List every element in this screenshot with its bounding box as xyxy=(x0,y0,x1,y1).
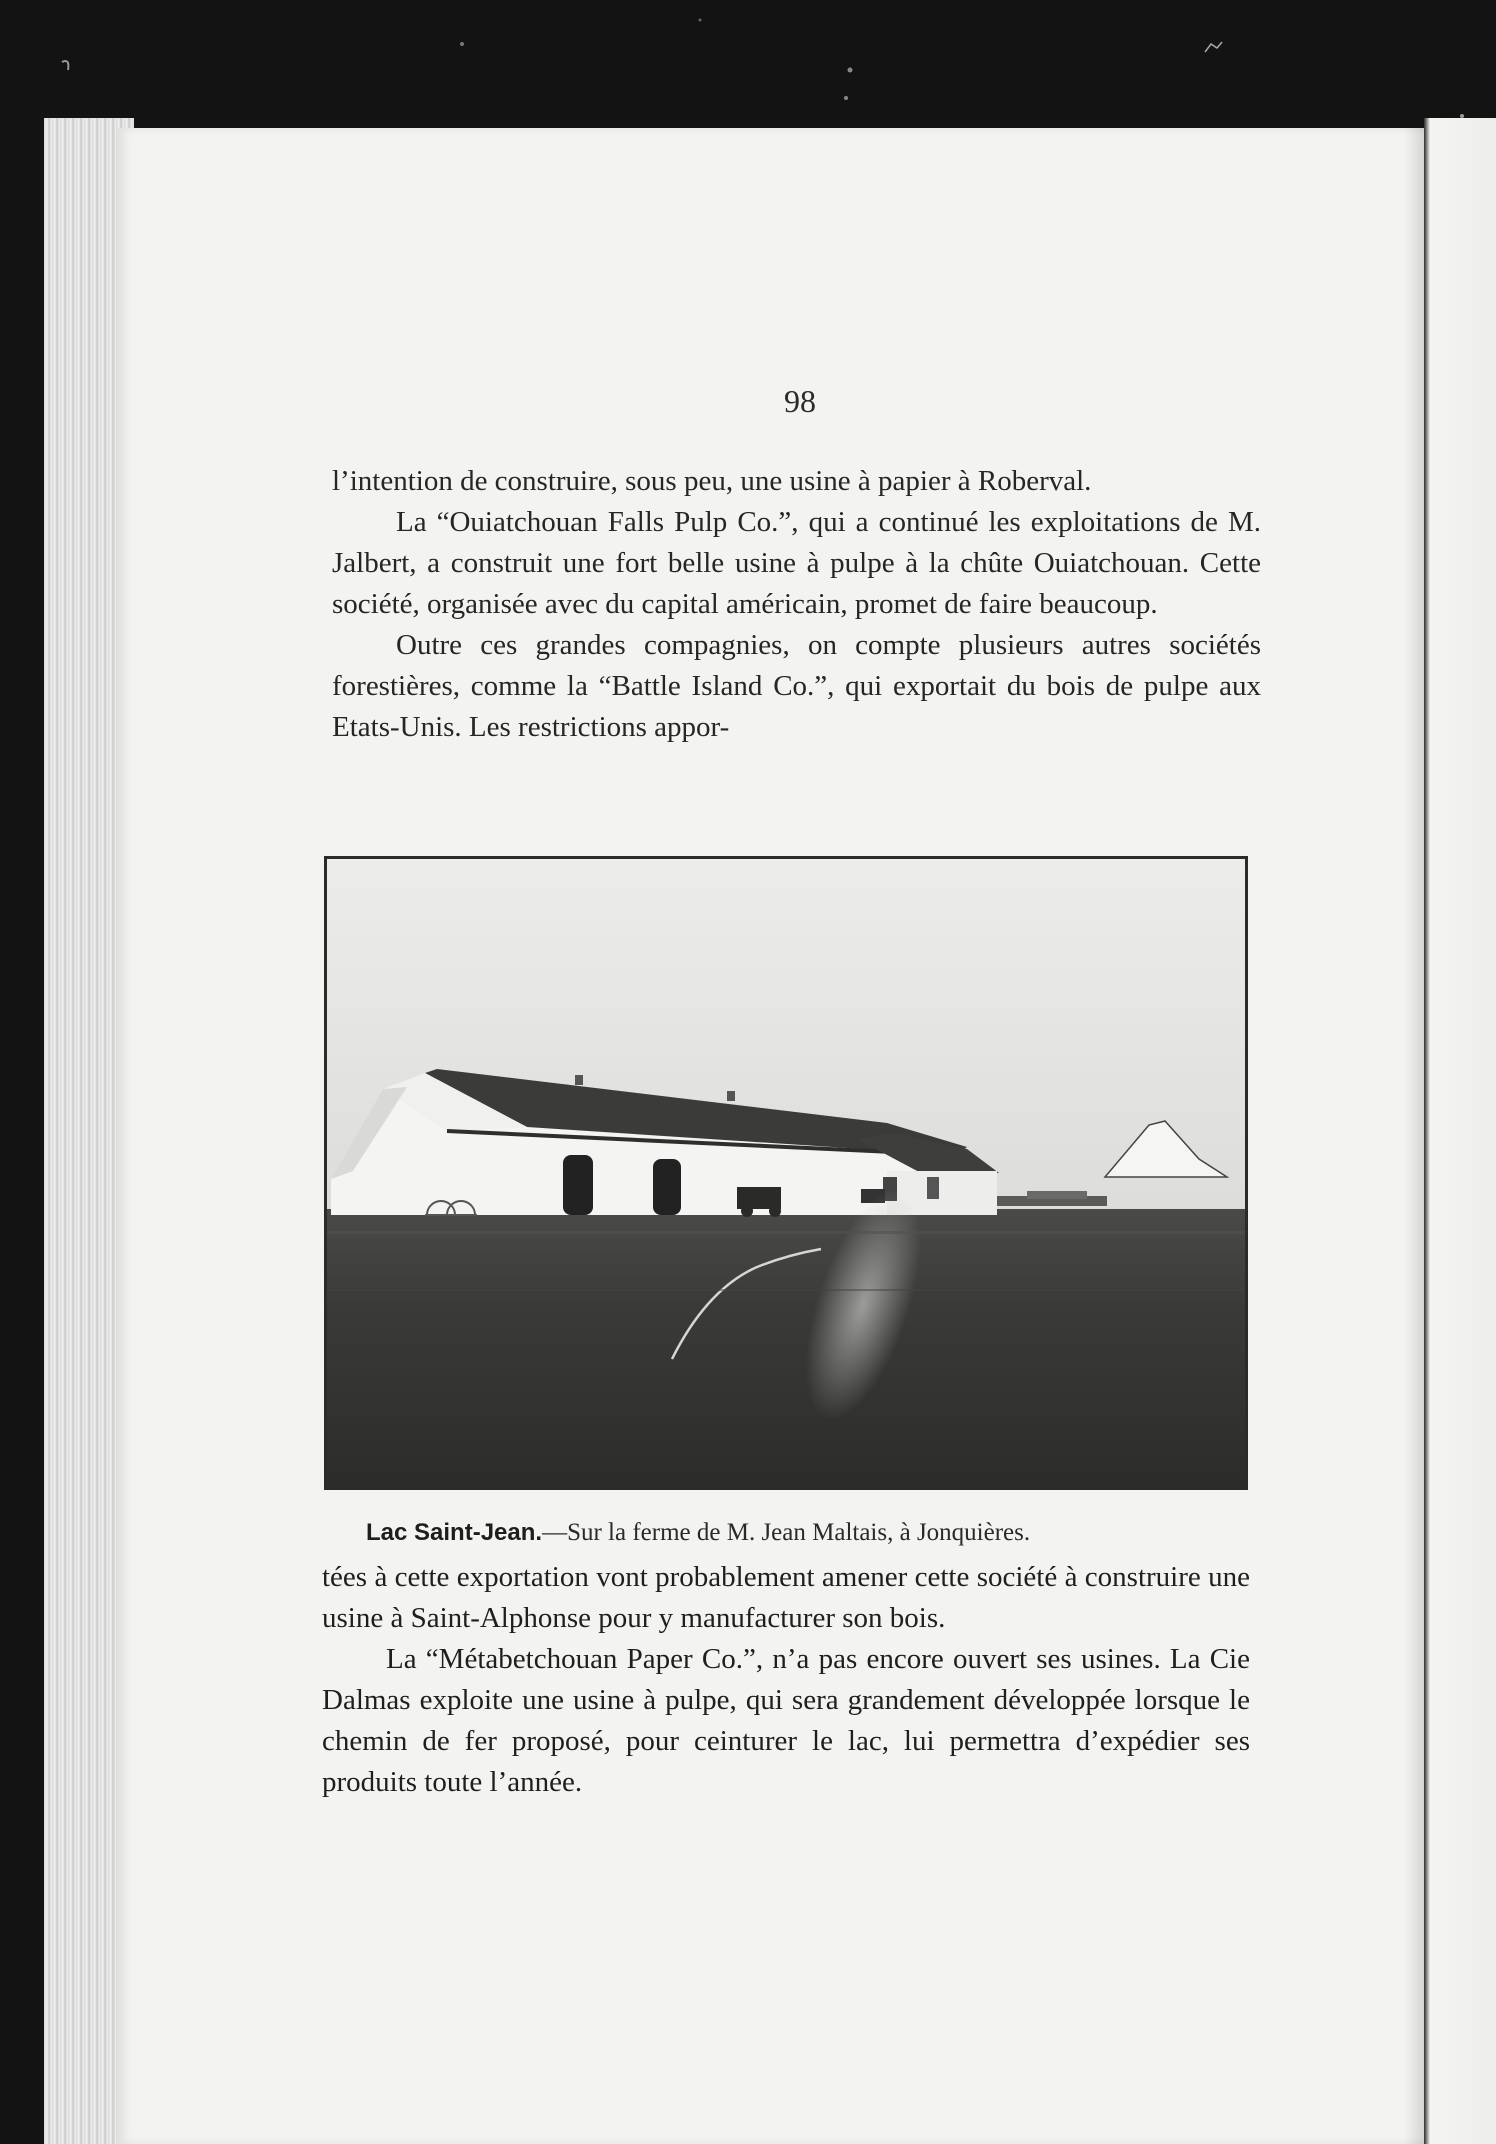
bottom-text-block xyxy=(322,1557,1250,1803)
paragraph: Outre ces grandes compagnies, on compte plusieurs autres sociétés forestières, comme la “Battle Island Co.”, qui exportait du bois de pulpe aux Etats-Unis. Les restrictions appor- xyxy=(332,629,1261,743)
farm-photograph xyxy=(324,856,1248,1490)
farm-photograph-image xyxy=(327,859,1245,1487)
caption-text: —Sur la ferme de M. Jean Maltais, à Jonquières. xyxy=(542,1519,1031,1546)
scan-background-specks xyxy=(0,0,1496,130)
facing-page-edge xyxy=(1424,118,1496,2144)
paragraph: La “Métabetchouan Paper Co.”, n’a pas encore ouvert ses usines. La Cie Dalmas exploite une usine à pulpe, qui sera grandement développée lorsque le chemin de fer proposé, pour ceinturer le lac, lui permettra d’expédier ses produits toute l’année. xyxy=(322,1643,1250,1798)
page-number: 98 xyxy=(784,383,816,419)
paragraph: La “Ouiatchouan Falls Pulp Co.”, qui a continué les exploitations de M. Jalbert, a construit une fort belle usine à pulpe à la chûte Ouiatchouan. Cette société, organisée avec du capital américain, promet de faire beaucoup. xyxy=(332,506,1261,620)
page-gutter-shadow xyxy=(1404,128,1424,2144)
figure-caption xyxy=(366,1519,1226,1547)
top-text-block xyxy=(332,461,1261,748)
paragraph: l’intention de construire, sous peu, une usine à papier à Roberval. xyxy=(332,465,1092,497)
caption-lead: Lac Saint-Jean. xyxy=(366,1519,543,1546)
paragraph: tées à cette exportation vont probablement amener cette société à construire une usine à Saint-Alphonse pour y manufacturer son bois. xyxy=(322,1561,1250,1634)
